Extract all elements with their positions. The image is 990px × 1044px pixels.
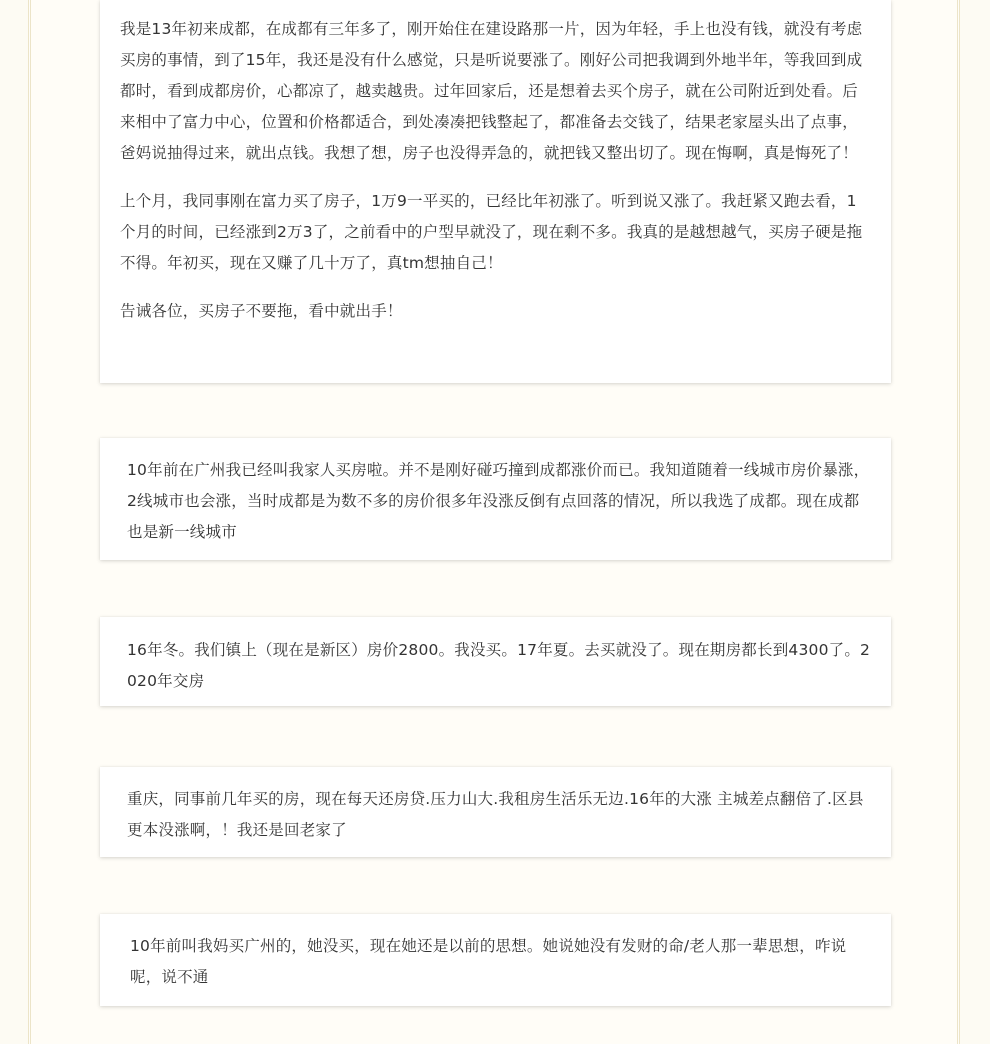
comment-card [100,767,891,857]
comment-paragraph: 10年前叫我妈买广州的，她没买，现在她还是以前的思想。她说她没有发财的命/老人那一辈思想，咋说呢，说不通 [130,937,847,986]
comment-paragraph: 上个月，我同事刚在富力买了房子，1万9一平买的，已经比年初涨了。听到说又涨了。我赶紧又跑去看，1个月的时间，已经涨到2万3了，之前看中的户型早就没了，现在剩不多。我真的是越想越气，买房子硬是拖不得。年初买，现在又赚了几十万了，真tm想抽自己！ [120,192,863,272]
comment-paragraph: 重庆，同事前几年买的房，现在每天还房贷.压力山大.我租房生活乐无边.16年的大涨 主城差点翻倍了.区县更本没涨啊，！我还是回老家了 [127,790,864,839]
comment-card [100,0,891,383]
comment-paragraph: 16年冬。我们镇上（现在是新区）房价2800。我没买。17年夏。去买就没了。现在期房都长到4300了。2020年交房 [127,641,871,690]
comment-paragraph: 告诫各位，买房子不要拖，看中就出手！ [120,302,403,320]
comment-paragraph: 10年前在广州我已经叫我家人买房啦。并不是刚好碰巧撞到成都涨价而已。我知道随着一线城市房价暴涨，2线城市也会涨，当时成都是为数不多的房价很多年没涨反倒有点回落的情况，所以我选了成都。现在成都也是新一线城市 [127,461,870,541]
comment-paragraph: 我是13年初来成都，在成都有三年多了，刚开始住在建设路那一片，因为年轻，手上也没有钱，就没有考虑买房的事情，到了15年，我还是没有什么感觉，只是听说要涨了。刚好公司把我调到外地半年，等我回到成都时，看到成都房价，心都凉了，越卖越贵。过年回家后，还是想着去买个房子，就在公司附近到处看。后来相中了富力中心，位置和价格都适合，到处凑凑把钱整起了，都准备去交钱了，结果老家屋头出了点事，爸妈说抽得过来，就出点钱。我想了想，房子也没得弄急的，就把钱又整出切了。现在悔啊，真是悔死了！ [120,20,863,162]
comment-card [100,914,891,1006]
comment-card [100,617,891,706]
comment-card [100,438,891,560]
